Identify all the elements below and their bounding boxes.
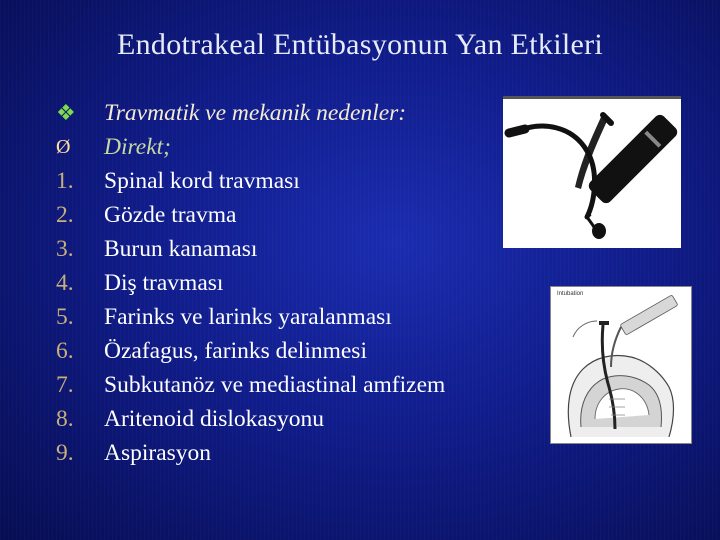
list-item-text: Gözde travma [104, 202, 237, 228]
list-item-text: Spinal kord travması [104, 168, 300, 194]
list-item-text: Burun kanaması [104, 236, 258, 262]
list-item-text: Özafagus, farinks delinmesi [104, 338, 367, 364]
airway-anatomy-icon [551, 287, 691, 443]
intubation-caption: Intubation [557, 291, 584, 297]
list-number: 1. [56, 168, 74, 194]
list-number: 2. [56, 202, 74, 228]
slide-title: Endotrakeal Entübasyonun Yan Etkileri [116, 28, 604, 61]
list-item-text: Diş travması [104, 270, 224, 296]
list-item-text: Farinks ve larinks yaralanması [104, 304, 392, 330]
laryngoscope-icon [503, 99, 681, 248]
list-item-text: Subkutanöz ve mediastinal amfizem [104, 372, 446, 398]
list-number: 3. [56, 236, 74, 262]
arrow-bullet-icon: Ø [56, 136, 71, 158]
list-number: 7. [56, 372, 74, 398]
list-number: 5. [56, 304, 74, 330]
diamond-bullet-icon: ❖ [56, 100, 76, 125]
list-item-text: Aspirasyon [104, 440, 212, 466]
list-number: 8. [56, 406, 74, 432]
list-number: 9. [56, 440, 74, 466]
list-item-text: Aritenoid dislokasyonu [104, 406, 324, 432]
list-item-text: Travmatik ve mekanik nedenler: [104, 100, 407, 126]
intubation-diagram [550, 286, 692, 444]
list-number: 6. [56, 338, 74, 364]
list-item-text: Direkt; [104, 134, 171, 160]
laryngoscope-image [503, 96, 681, 248]
list-number: 4. [56, 270, 74, 296]
